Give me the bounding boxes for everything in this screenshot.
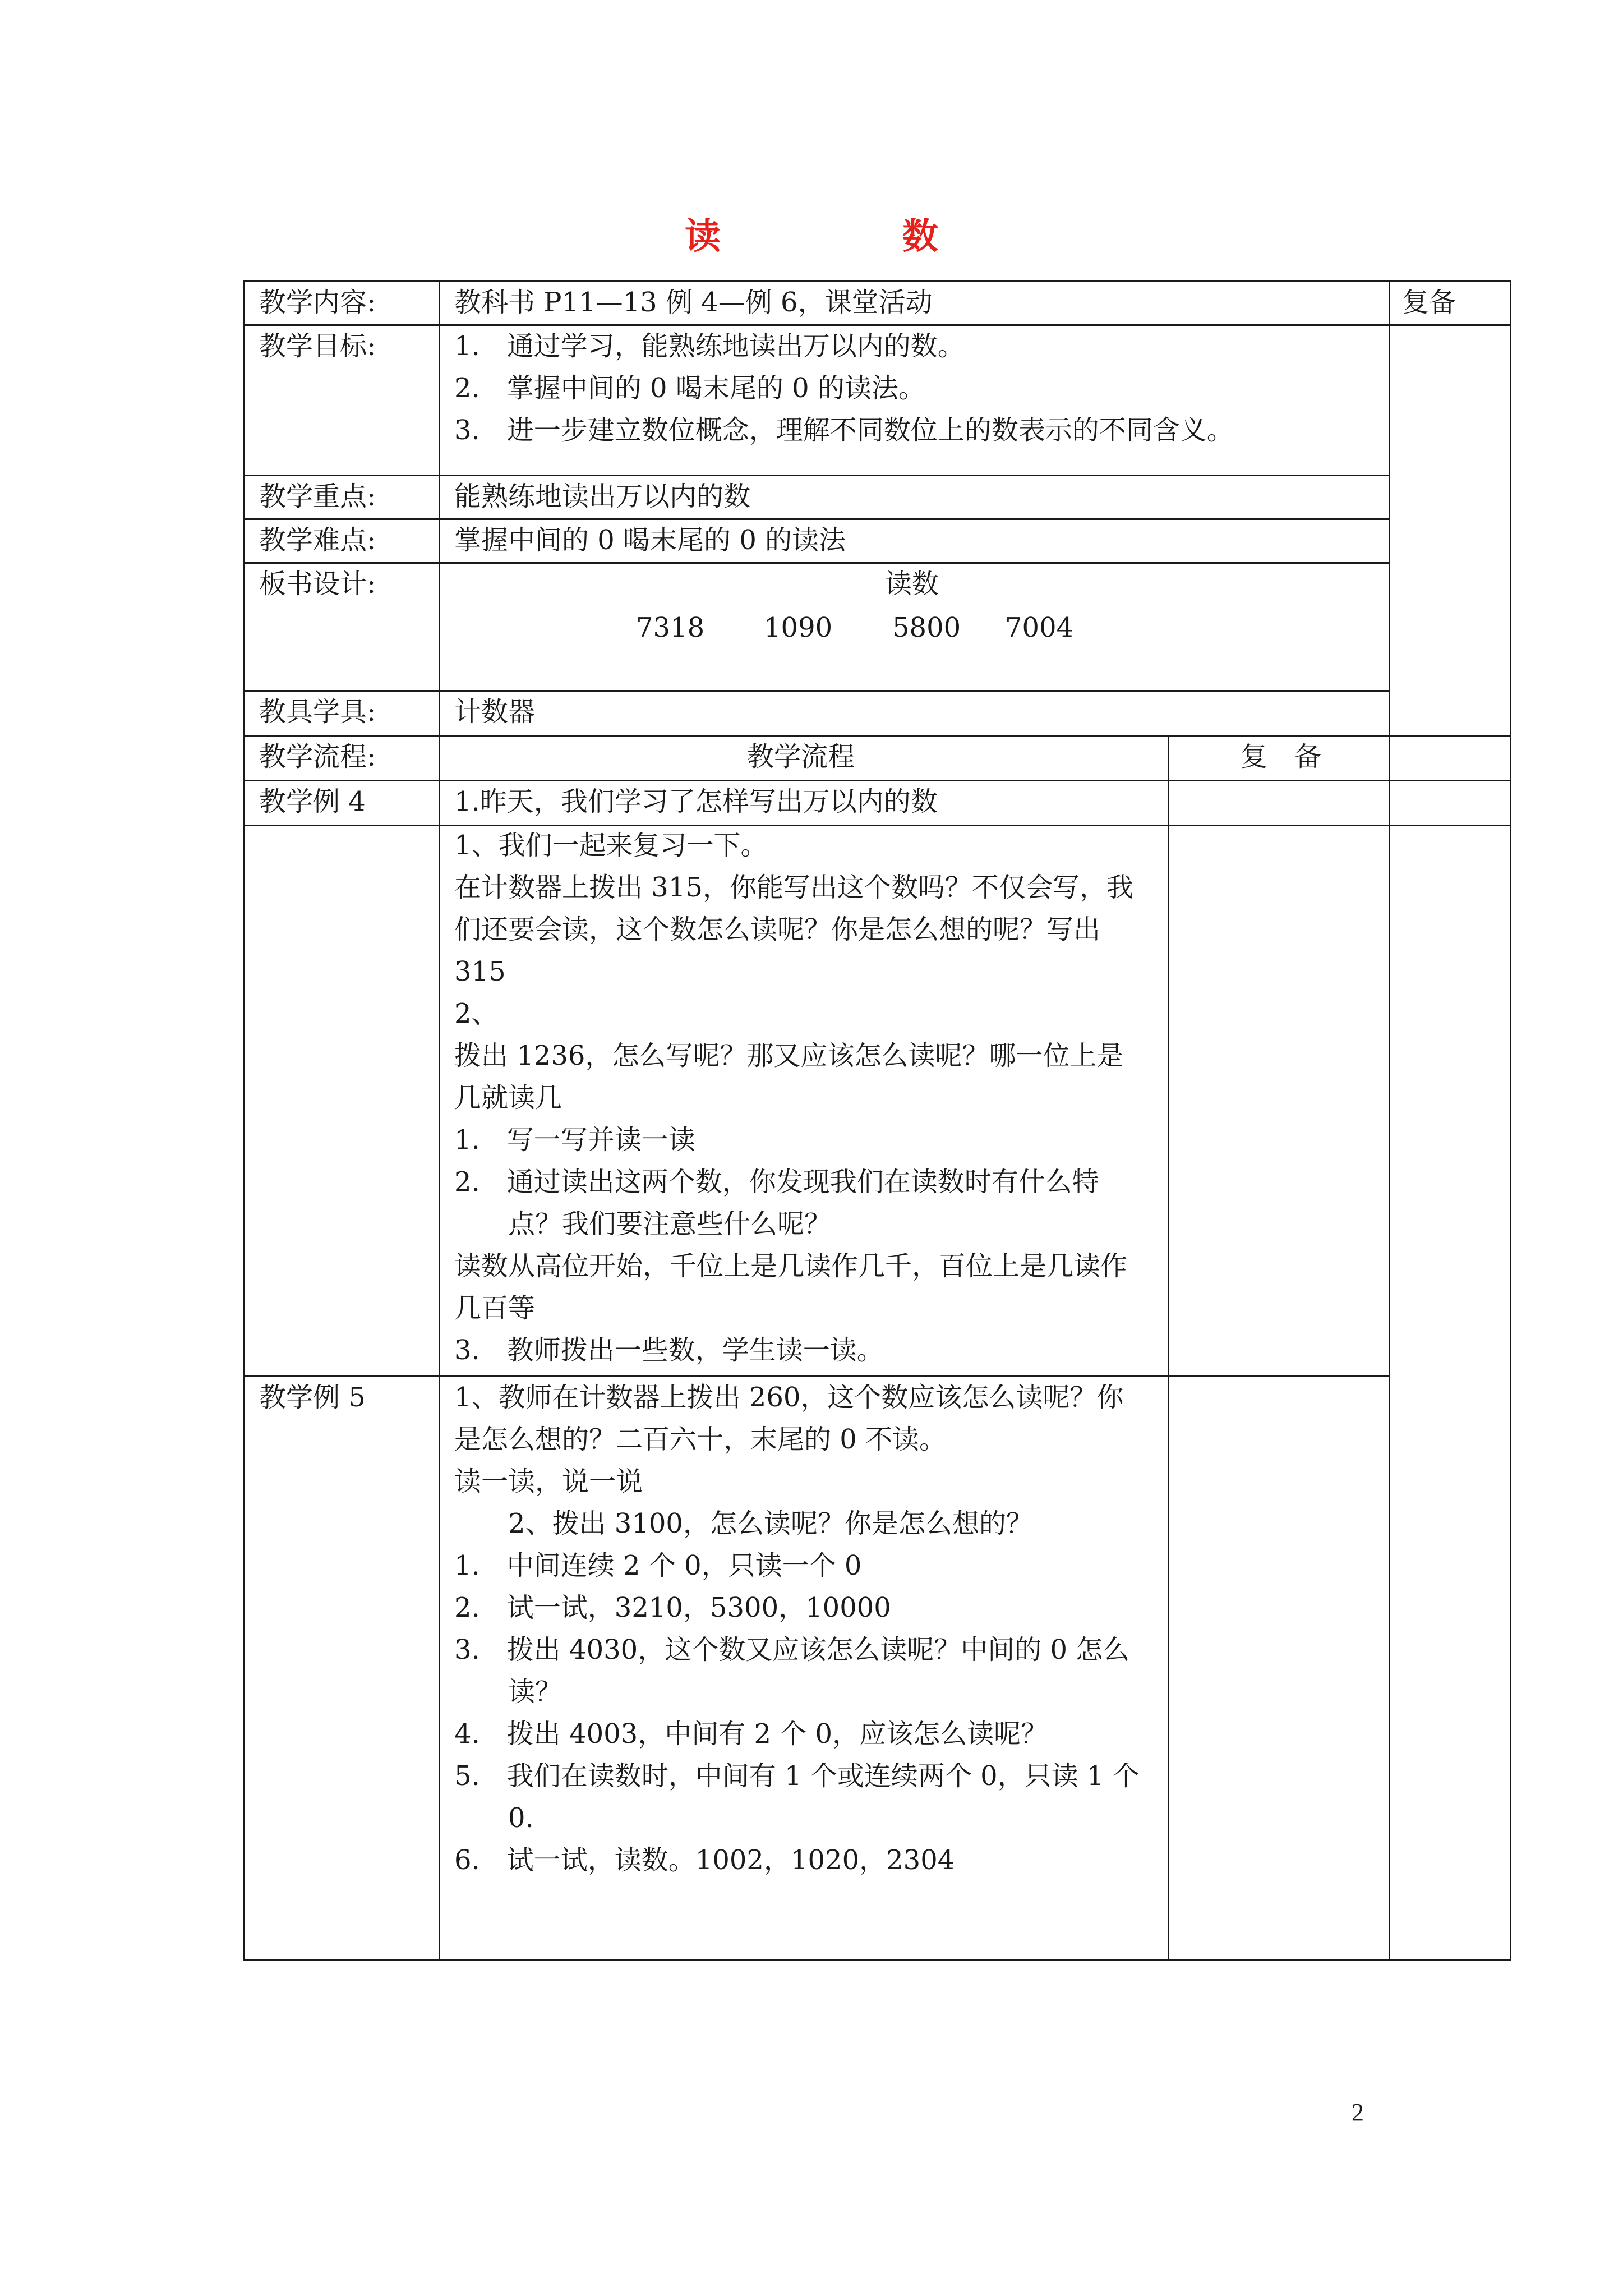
flow-col-note: 复 备 <box>1241 741 1322 772</box>
table-rule <box>439 280 440 1961</box>
board-number: 5800 <box>892 612 961 643</box>
ex5-line: 3. 拨出 4030，这个数又应该怎么读呢？中间的 0 怎么 <box>454 1634 1130 1665</box>
ex4-line: 1、我们一起来复习一下。 <box>454 830 768 861</box>
page-number: 2 <box>1352 2099 1364 2126</box>
ex5-line: 2、拨出 3100，怎么读呢？你是怎么想的？ <box>454 1508 1033 1539</box>
ex4-line: 2、 <box>454 998 499 1029</box>
ex4-label: 教学例 4 <box>259 786 366 817</box>
ex4-intro: 1.昨天，我们学习了怎样写出万以内的数 <box>454 786 938 817</box>
tools-label: 教具学具: <box>259 696 376 728</box>
difficulty-text: 掌握中间的 0 喝末尾的 0 的读法 <box>454 524 846 556</box>
table-rule <box>243 1959 1511 1961</box>
ex5-line: 2. 试一试，3210，5300，10000 <box>454 1592 891 1623</box>
document-title: 读 数 <box>685 215 1011 257</box>
content-text: 教科书 P11—13 例 4—例 6，课堂活动 <box>454 287 933 318</box>
ex5-label: 教学例 5 <box>259 1382 366 1413</box>
table-rule <box>243 562 1390 564</box>
ex4-line: 3. 教师拨出一些数，学生读一读。 <box>454 1335 884 1366</box>
flow-col-heading: 教学流程 <box>747 741 855 772</box>
board-label: 板书设计: <box>259 568 376 600</box>
table-rule <box>243 1375 1390 1377</box>
table-rule <box>1389 280 1390 1961</box>
ex4-line: 点？我们要注意些什么呢？ <box>454 1208 832 1240</box>
goal-item: 3. 进一步建立数位概念，理解不同数位上的数表示的不同含义。 <box>454 415 1234 446</box>
key-label: 教学重点: <box>259 481 376 512</box>
goal-item: 1. 通过学习，能熟练地读出万以内的数。 <box>454 330 965 362</box>
ex5-line: 读一读，说一说 <box>454 1466 643 1497</box>
ex5-line: 是怎么想的？二百六十，末尾的 0 不读。 <box>454 1424 947 1455</box>
board-number: 7004 <box>1005 612 1074 643</box>
content-note: 复备 <box>1402 287 1456 318</box>
table-rule <box>243 518 1390 520</box>
table-rule <box>243 280 245 1961</box>
ex5-line: 4. 拨出 4003，中间有 2 个 0，应该怎么读呢？ <box>454 1718 1048 1750</box>
ex4-line: 1. 写一写并读一读 <box>454 1124 695 1156</box>
table-rule <box>243 324 1511 326</box>
ex4-line: 拨出 1236，怎么写呢？那又应该怎么读呢？哪一位上是 <box>454 1040 1124 1071</box>
ex5-line: 1、教师在计数器上拨出 260，这个数应该怎么读呢？你 <box>454 1382 1124 1413</box>
ex5-line: 5. 我们在读数时，中间有 1 个或连续两个 0，只读 1 个 <box>454 1760 1140 1792</box>
board-number: 1090 <box>764 612 833 643</box>
tools-text: 计数器 <box>454 696 536 728</box>
table-rule <box>243 780 1511 781</box>
table-rule <box>243 825 1511 826</box>
difficulty-label: 教学难点: <box>259 524 376 556</box>
flow-label: 教学流程: <box>259 741 376 772</box>
ex4-line: 读数从高位开始，千位上是几读作几千，百位上是几读作 <box>454 1250 1128 1282</box>
board-heading: 读数 <box>885 568 939 600</box>
ex4-line: 2. 通过读出这两个数，你发现我们在读数时有什么特 <box>454 1166 1099 1198</box>
table-rule <box>1168 735 1169 1961</box>
goal-item: 2. 掌握中间的 0 喝末尾的 0 的读法。 <box>454 372 925 404</box>
table-rule <box>243 735 1511 737</box>
ex5-line: 1. 中间连续 2 个 0，只读一个 0 <box>454 1550 862 1581</box>
ex4-line: 315 <box>454 956 506 987</box>
ex4-line: 在计数器上拨出 315，你能写出这个数吗？不仅会写，我 <box>454 872 1133 903</box>
table-rule <box>243 280 1511 282</box>
key-text: 能熟练地读出万以内的数 <box>454 481 751 512</box>
ex5-line: 6. 试一试，读数。1002，1020，2304 <box>454 1844 955 1876</box>
goals-label: 教学目标: <box>259 330 376 362</box>
ex5-line: 0. <box>454 1802 534 1834</box>
table-rule <box>1510 280 1511 1961</box>
content-label: 教学内容: <box>259 287 376 318</box>
board-number: 7318 <box>636 612 705 643</box>
ex5-line: 读？ <box>454 1676 562 1708</box>
table-rule <box>243 690 1390 692</box>
ex4-line: 几百等 <box>454 1292 536 1324</box>
table-rule <box>243 475 1390 476</box>
ex4-line: 们还要会读，这个数怎么读呢？你是怎么想的呢？写出 <box>454 914 1101 945</box>
ex4-line: 几就读几 <box>454 1082 562 1114</box>
